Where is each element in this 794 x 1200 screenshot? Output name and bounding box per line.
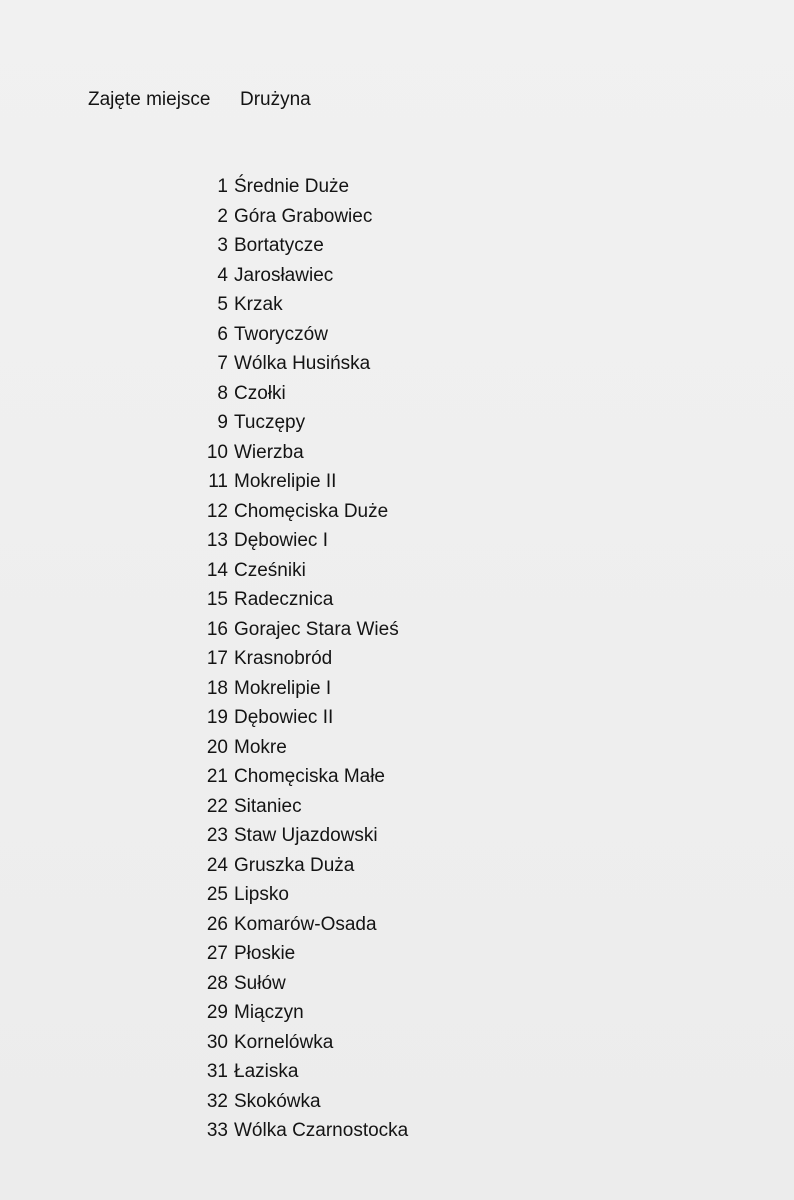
standing-row	[180, 411, 408, 441]
standing-team: Sitaniec	[234, 795, 302, 817]
standing-team: Krzak	[234, 294, 283, 315]
standing-rank: 12	[206, 500, 228, 522]
standing-rank: 33	[206, 1120, 228, 1141]
standing-row	[180, 1001, 408, 1031]
standing-row	[180, 470, 408, 500]
standing-team: Tworyczów	[234, 323, 328, 345]
standing-row	[180, 559, 408, 589]
standing-rank: 22	[206, 795, 228, 817]
standing-team: Bortatycze	[234, 235, 324, 256]
standing-team: Tuczępy	[234, 412, 306, 433]
standing-row	[180, 942, 408, 972]
standing-row	[180, 795, 408, 825]
standing-row	[180, 205, 408, 235]
standing-team: Mokrelipie II	[234, 471, 337, 492]
standing-row	[180, 529, 408, 559]
standing-rank: 32	[206, 1090, 228, 1112]
standing-row	[180, 1119, 408, 1149]
standing-row	[180, 175, 408, 205]
standing-team: Gorajec Stara Wieś	[234, 618, 399, 640]
standing-team: Chomęciska Duże	[234, 500, 389, 522]
standing-row	[180, 972, 408, 1002]
standing-rank: 13	[206, 530, 228, 551]
standing-rank: 6	[217, 323, 228, 345]
standing-team: Radecznica	[234, 589, 334, 610]
standing-team: Czołki	[234, 382, 286, 404]
standing-row	[180, 382, 408, 412]
standing-team: Miączyn	[234, 1002, 304, 1023]
standing-rank: 26	[206, 913, 228, 935]
standing-team: Wólka Husińska	[234, 353, 371, 374]
standing-team: Mokre	[234, 736, 287, 758]
standing-team: Cześniki	[234, 559, 306, 581]
standing-team: Lipsko	[234, 884, 289, 905]
standing-row	[180, 588, 408, 618]
standing-rank: 16	[206, 618, 228, 640]
standing-row	[180, 647, 408, 677]
standing-rank: 21	[206, 766, 228, 787]
standing-rank: 15	[206, 589, 228, 610]
table-header	[88, 88, 311, 112]
standing-team: Dębowiec II	[234, 707, 334, 728]
standing-team: Łaziska	[234, 1061, 299, 1082]
standing-row	[180, 293, 408, 323]
standing-rank: 25	[206, 884, 228, 905]
standing-rank: 19	[206, 707, 228, 728]
standing-team: Wierzba	[234, 441, 304, 463]
standing-team: Chomęciska Małe	[234, 766, 385, 787]
standings-list	[180, 175, 408, 1149]
standing-row	[180, 765, 408, 795]
standing-row	[180, 500, 408, 530]
standing-row	[180, 234, 408, 264]
standing-rank: 11	[208, 471, 228, 492]
standing-team: Gruszka Duża	[234, 854, 355, 876]
standing-row	[180, 618, 408, 648]
standing-rank: 20	[206, 736, 228, 758]
standing-rank: 8	[217, 382, 228, 404]
standing-team: Wólka Czarnostocka	[234, 1120, 409, 1141]
standing-team: Jarosławiec	[234, 264, 334, 286]
standing-team: Sułów	[234, 972, 286, 994]
standing-team: Skokówka	[234, 1090, 321, 1112]
standing-row	[180, 824, 408, 854]
standing-rank: 4	[217, 264, 228, 286]
standing-rank: 28	[206, 972, 228, 994]
header-place: Zajęte miejsce	[88, 89, 211, 110]
standing-rank: 29	[206, 1002, 228, 1023]
header-team: Drużyna	[240, 89, 311, 110]
standing-row	[180, 736, 408, 766]
standing-row	[180, 1031, 408, 1061]
standing-row	[180, 441, 408, 471]
standing-rank: 7	[217, 353, 228, 374]
standing-rank: 2	[217, 205, 228, 227]
standing-row	[180, 883, 408, 913]
standing-row	[180, 264, 408, 294]
standing-rank: 27	[206, 943, 228, 964]
standing-team: Krasnobród	[234, 648, 333, 669]
standing-row	[180, 913, 408, 943]
standing-team: Średnie Duże	[234, 176, 350, 197]
standing-row	[180, 1090, 408, 1120]
standing-team: Mokrelipie I	[234, 677, 332, 699]
standing-rank: 18	[206, 677, 228, 699]
standing-rank: 5	[217, 294, 228, 315]
standing-team: Płoskie	[234, 943, 296, 964]
standing-rank: 10	[206, 441, 228, 463]
standing-row	[180, 352, 408, 382]
standing-team: Komarów-Osada	[234, 913, 377, 935]
standing-team: Kornelówka	[234, 1031, 334, 1053]
standing-rank: 17	[206, 648, 228, 669]
standing-row	[180, 1060, 408, 1090]
standing-rank: 3	[217, 235, 228, 256]
standing-rank: 31	[206, 1061, 228, 1082]
standing-team: Góra Grabowiec	[234, 205, 373, 227]
standing-team: Dębowiec I	[234, 530, 328, 551]
standing-rank: 1	[217, 176, 228, 197]
standing-rank: 30	[206, 1031, 228, 1053]
standing-rank: 14	[206, 559, 228, 581]
standing-rank: 24	[206, 854, 228, 876]
standing-rank: 9	[217, 412, 228, 433]
standing-rank: 23	[206, 825, 228, 846]
standing-row	[180, 323, 408, 353]
standing-team: Staw Ujazdowski	[234, 825, 378, 846]
standing-row	[180, 854, 408, 884]
standing-row	[180, 706, 408, 736]
standing-row	[180, 677, 408, 707]
